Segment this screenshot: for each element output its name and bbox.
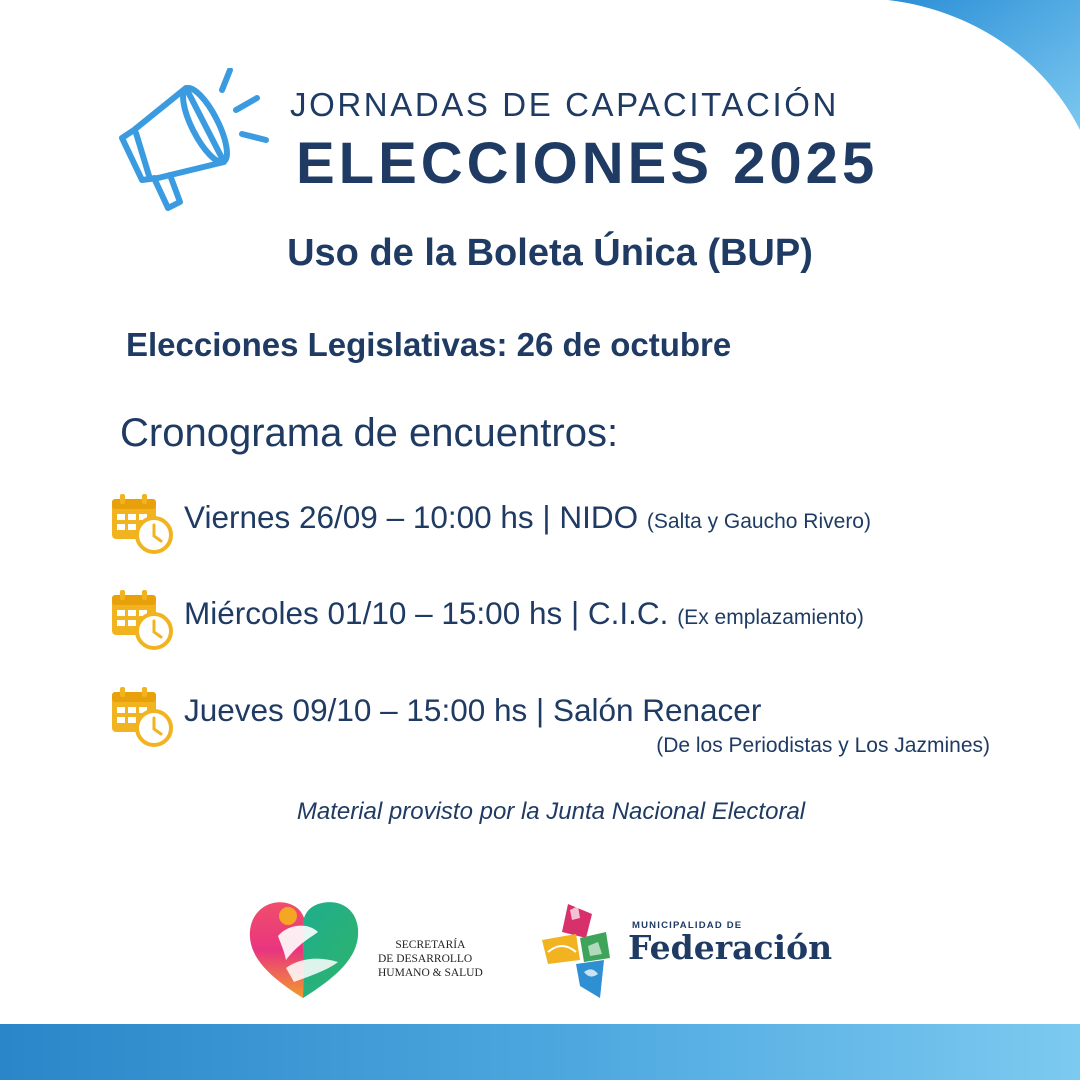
header-title: ELECCIONES 2025	[296, 131, 879, 196]
header-subtitle: JORNADAS DE CAPACITACIÓN	[290, 86, 839, 123]
footer-note: Material provisto por la Junta Nacional Electoral	[296, 798, 806, 825]
calendar-clock-icon	[110, 493, 174, 555]
event-location-note: (De los Periodistas y Los Jazmines)	[656, 734, 990, 757]
event-location-note: (Salta y Gaucho Rivero)	[646, 510, 871, 533]
event-main-text: Jueves 09/10 – 15:00 hs | Salón Renacer	[184, 692, 762, 728]
secretaria-heart-logo	[248, 896, 363, 1001]
megaphone-icon	[112, 68, 272, 218]
bottom-color-bar	[0, 1024, 1080, 1080]
page-subtitle: Uso de la Boleta Única (BUP)	[287, 232, 813, 274]
federacion-municipalidad-label: MUNICIPALIDAD DE	[632, 920, 743, 931]
federacion-logo	[540, 902, 622, 1002]
event-main-text: Miércoles 01/10 – 15:00 hs | C.I.C.	[184, 595, 669, 631]
header	[112, 68, 879, 218]
secretaria-name: SECRETARÍA DE DESARROLLO HUMANO & SALUD	[378, 939, 483, 979]
calendar-clock-icon	[110, 589, 174, 651]
event-location-note: (Ex emplazamiento)	[677, 606, 864, 629]
election-date: Elecciones Legislativas: 26 de octubre	[126, 326, 732, 363]
schedule-title: Cronograma de encuentros:	[120, 411, 619, 455]
calendar-clock-icon	[110, 686, 174, 748]
federacion-name: Federación	[628, 928, 833, 967]
event-main-text: Viernes 26/09 – 10:00 hs | NIDO	[184, 499, 639, 535]
